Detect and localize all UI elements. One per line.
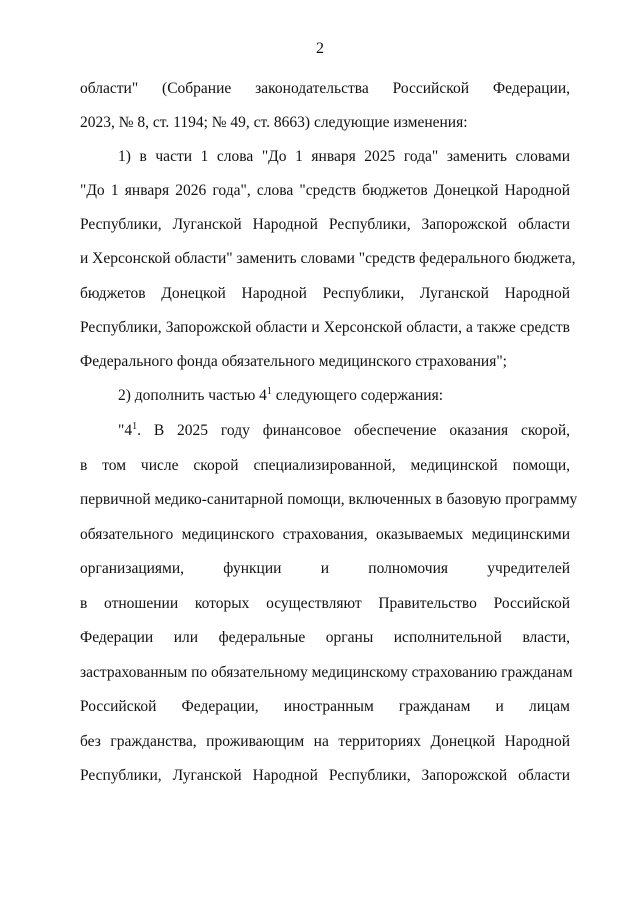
text-segment: следующего содержания: — [271, 387, 444, 404]
text-line: застрахованным по обязательному медицинскому страхованию гражданам — [80, 664, 573, 681]
text-line: и Херсонской области" заменить словами "средств федерального бюджета, — [80, 250, 576, 267]
text-line: Республики, Луганской Народной Республики, Запорожской области — [80, 216, 570, 233]
text-segment: 2) дополнить частью 4 — [118, 387, 267, 404]
text-line: в том числе скорой специализированной, медицинской помощи, — [80, 457, 570, 474]
text-line: области" (Собрание законодательства Российской Федерации, — [80, 80, 570, 97]
text-line: организациями, функции и полномочия учредителей — [80, 560, 570, 577]
text-line: Федерации или федеральные органы исполнительной власти, — [80, 629, 570, 646]
text-line — [118, 386, 570, 406]
text-line — [118, 421, 570, 441]
text-line: Федерального фонда обязательного медицинского страхования"; — [80, 353, 507, 370]
page-number: 2 — [316, 40, 324, 57]
text-line: 1) в части 1 слова "До 1 января 2025 года" заменить словами — [118, 148, 570, 165]
text-line: в отношении которых осуществляют Правительство Российской — [80, 595, 570, 612]
text-line: Республики, Луганской Народной Республики, Запорожской области — [80, 767, 570, 784]
superscript: 1 — [266, 386, 272, 397]
text-line: 2023, № 8, ст. 1194; № 49, ст. 8663) следующие изменения: — [80, 114, 468, 131]
text-segment: . В 2025 году финансовое обеспечение оказания скорой, — [137, 422, 570, 439]
text-line: "До 1 января 2026 года", слова "средств бюджетов Донецкой Народной — [80, 182, 570, 199]
text-segment: "4 — [118, 422, 133, 439]
text-line: Республики, Запорожской области и Херсонской области, а также средств — [80, 319, 570, 336]
text-line: первичной медико-санитарной помощи, включенных в базовую программу — [80, 491, 578, 508]
superscript: 1 — [132, 421, 138, 432]
text-line: Российской Федерации, иностранным гражданам и лицам — [80, 698, 570, 715]
text-line: бюджетов Донецкой Народной Республики, Луганской Народной — [80, 285, 570, 302]
text-line: без гражданства, проживающим на территориях Донецкой Народной — [80, 733, 570, 750]
text-line: обязательного медицинского страхования, оказываемых медицинскими — [80, 526, 570, 543]
